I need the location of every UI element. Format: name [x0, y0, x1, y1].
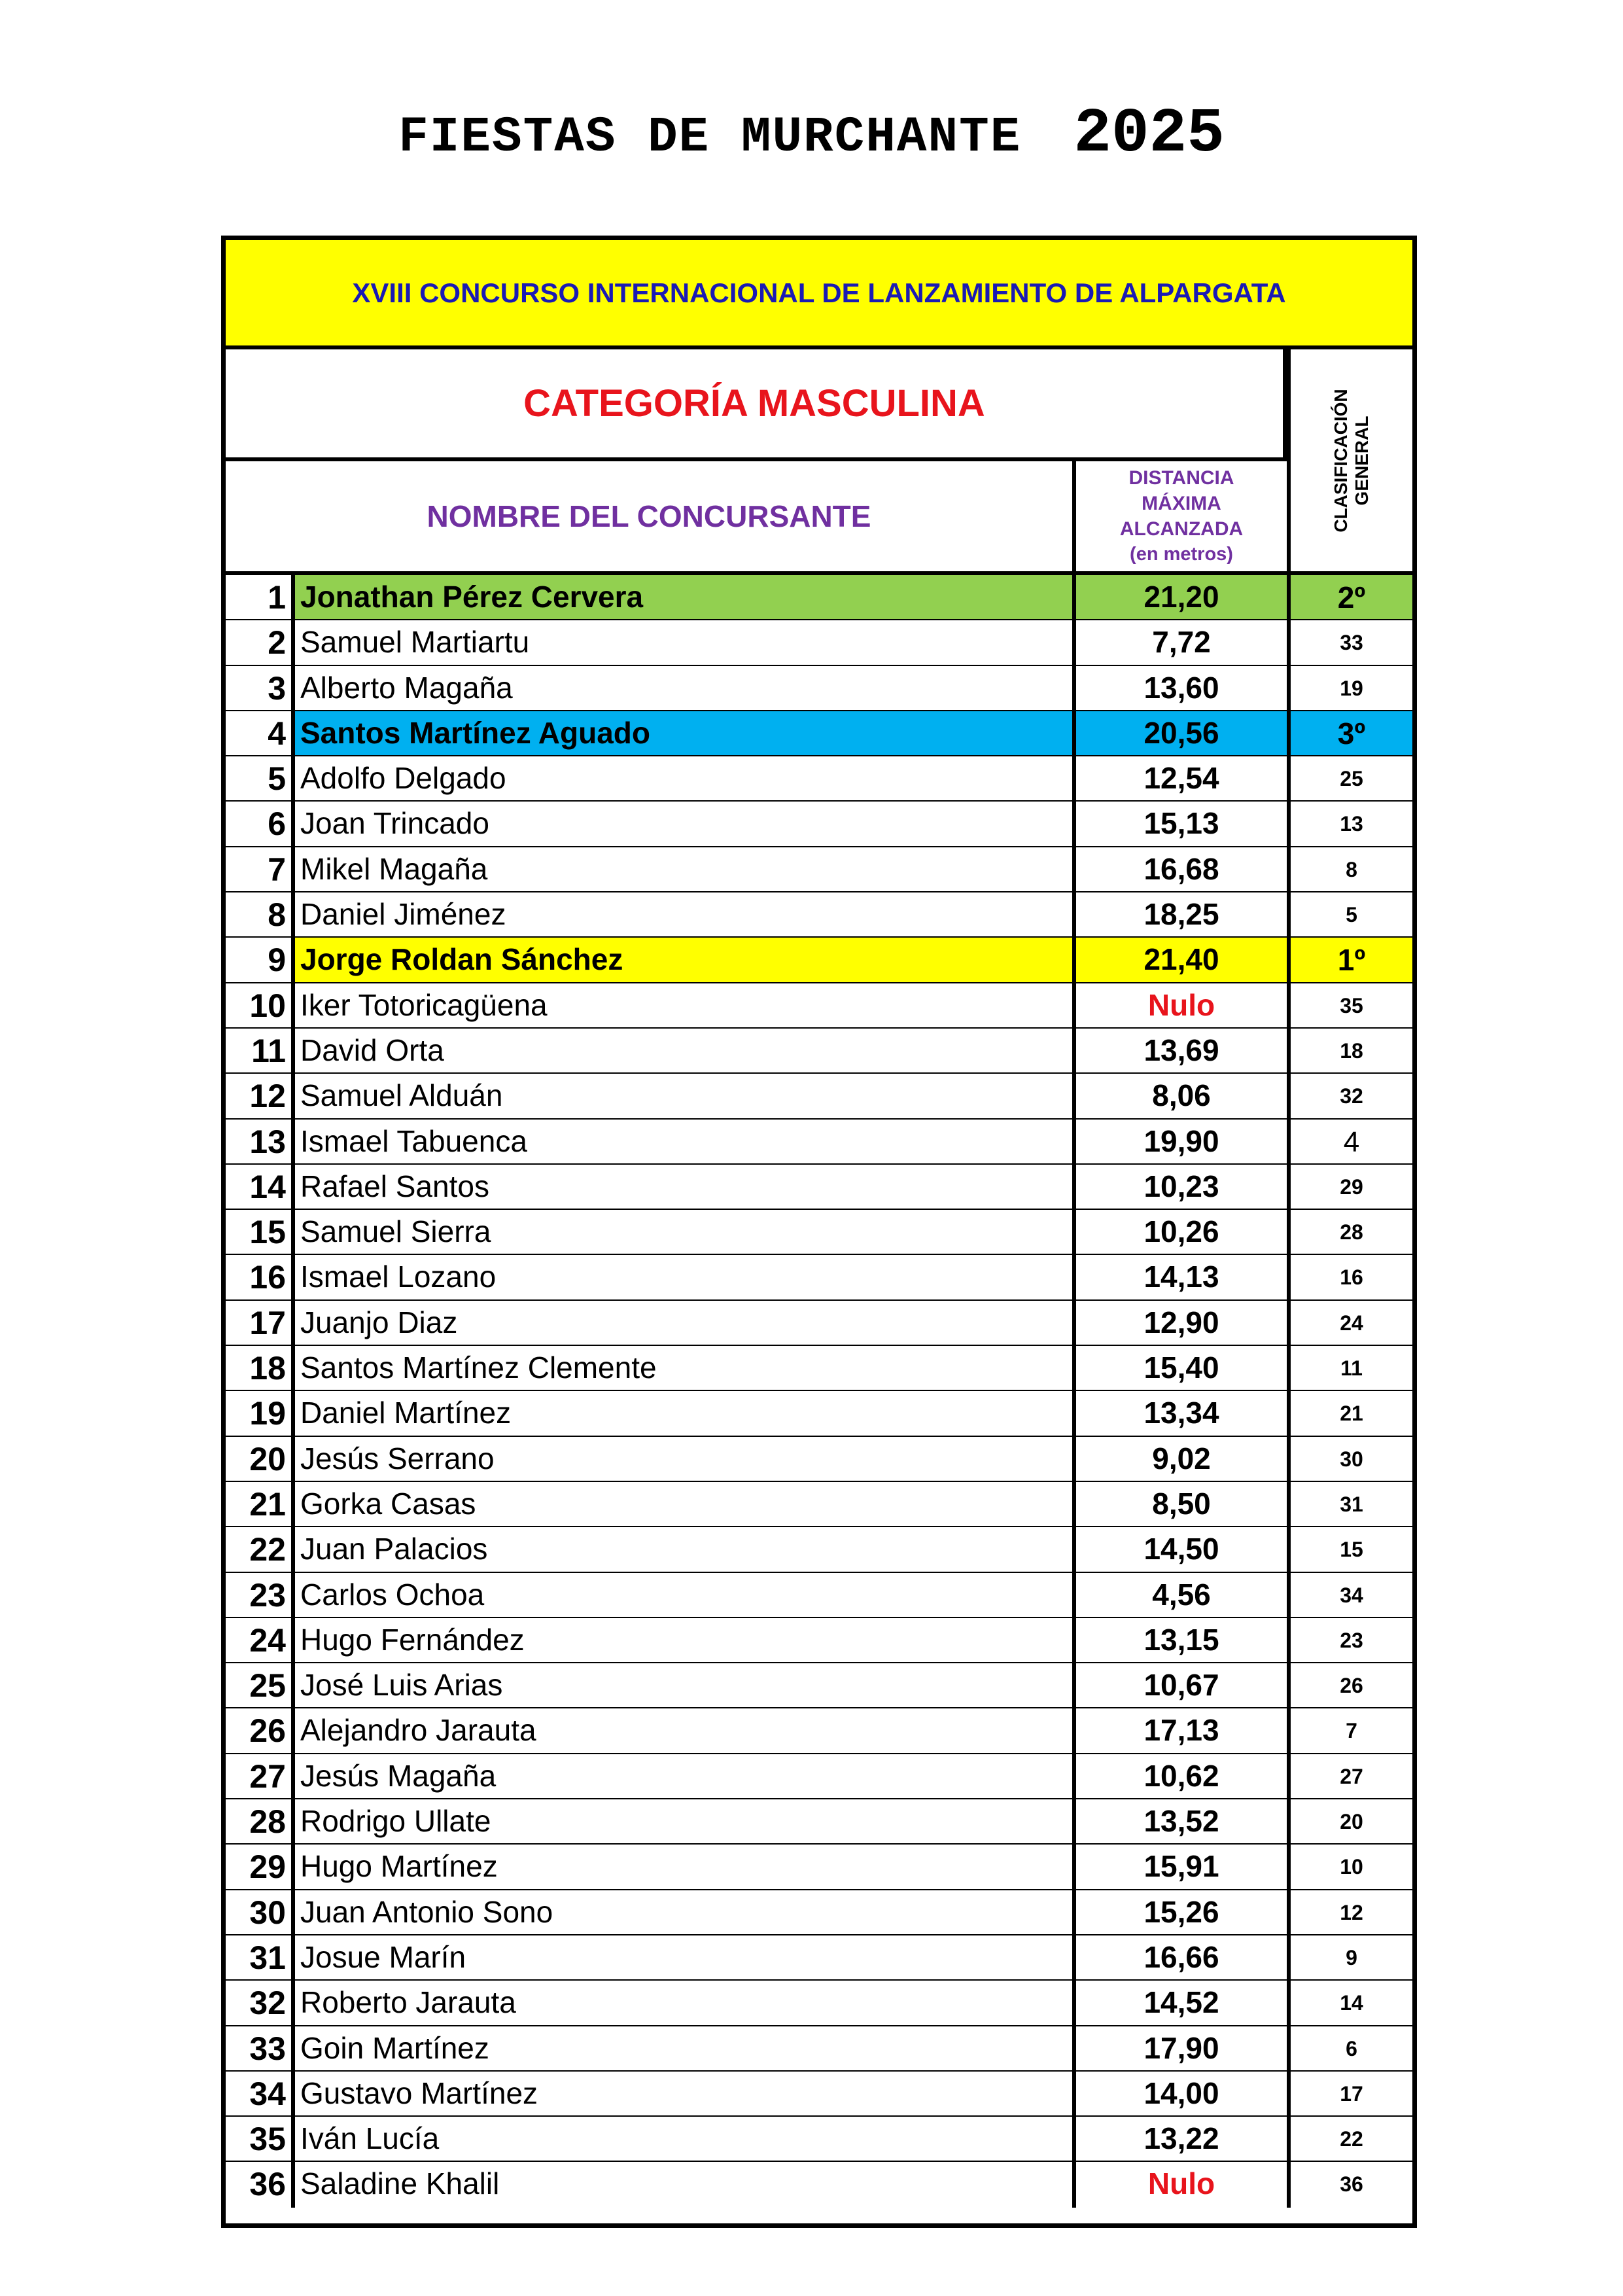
table-row	[226, 1573, 1412, 1618]
table-row	[226, 711, 1412, 756]
table-row	[226, 1708, 1412, 1754]
max-distance: 17,13	[1072, 1708, 1287, 1752]
table-row	[226, 620, 1412, 665]
general-rank: 1º	[1287, 938, 1412, 981]
general-rank: 19	[1287, 666, 1412, 710]
max-distance: 15,40	[1072, 1346, 1287, 1390]
max-distance: 9,02	[1072, 1437, 1287, 1481]
general-rank: 32	[1287, 1074, 1412, 1118]
contestant-name: Daniel Jiménez	[300, 897, 506, 932]
page-title-text: FIESTAS DE MURCHANTE	[398, 109, 1022, 166]
row-number: 28	[226, 1799, 295, 1843]
row-number: 34	[226, 2072, 295, 2115]
general-rank: 4	[1287, 1120, 1412, 1163]
table-row	[226, 802, 1412, 847]
table-row	[226, 1074, 1412, 1119]
row-number: 17	[226, 1301, 295, 1345]
contestant-name: Jesús Serrano	[300, 1441, 495, 1475]
general-rank: 34	[1287, 1573, 1412, 1617]
results-table	[221, 236, 1417, 2228]
table-row	[226, 1346, 1412, 1391]
table-row	[226, 2026, 1412, 2072]
general-rank: 28	[1287, 1210, 1412, 1254]
general-rank: 25	[1287, 756, 1412, 800]
table-row	[226, 756, 1412, 802]
max-distance: 10,62	[1072, 1754, 1287, 1798]
contestant-name: Juan Antonio Sono	[300, 1894, 553, 1929]
row-number: 8	[226, 892, 295, 936]
max-distance: 13,15	[1072, 1618, 1287, 1662]
max-distance: 13,34	[1072, 1391, 1287, 1435]
general-rank: 9	[1287, 1935, 1412, 1979]
general-rank: 29	[1287, 1165, 1412, 1209]
general-rank: 23	[1287, 1618, 1412, 1662]
contestant-name: Carlos Ochoa	[300, 1577, 485, 1612]
general-rank: 24	[1287, 1301, 1412, 1345]
max-distance: 13,22	[1072, 2117, 1287, 2161]
distance-header-line-2: MÁXIMA	[1142, 493, 1221, 514]
table-row	[226, 1391, 1412, 1436]
row-number: 22	[226, 1527, 295, 1571]
max-distance: 15,91	[1072, 1845, 1287, 1888]
max-distance: 16,66	[1072, 1935, 1287, 1979]
row-number: 16	[226, 1255, 295, 1299]
distance-header-line-4: (en metros)	[1130, 544, 1233, 565]
row-number: 10	[226, 983, 295, 1027]
contestant-name: José Luis Arias	[300, 1668, 503, 1703]
contestant-name: David Orta	[300, 1033, 444, 1067]
table-row	[226, 1981, 1412, 2026]
max-distance: Nulo	[1072, 983, 1287, 1027]
max-distance: 10,23	[1072, 1165, 1287, 1209]
table-row	[226, 938, 1412, 983]
max-distance: 14,52	[1072, 1981, 1287, 2024]
row-number: 25	[226, 1663, 295, 1707]
general-rank: 27	[1287, 1754, 1412, 1798]
page-title	[0, 98, 1623, 169]
rank-header-line-1: CLASIFICACIÓN	[1331, 388, 1351, 533]
row-number: 33	[226, 2026, 295, 2070]
general-rank: 10	[1287, 1845, 1412, 1888]
rank-header-line-2: GENERAL	[1352, 415, 1372, 505]
general-rank: 15	[1287, 1527, 1412, 1571]
general-rank: 14	[1287, 1981, 1412, 2024]
max-distance: 19,90	[1072, 1120, 1287, 1163]
contestant-name: Samuel Sierra	[300, 1214, 491, 1249]
row-number: 6	[226, 802, 295, 845]
general-rank: 3º	[1287, 711, 1412, 755]
general-rank: 33	[1287, 620, 1412, 664]
row-number: 27	[226, 1754, 295, 1798]
general-rank: 2º	[1287, 575, 1412, 619]
table-row	[226, 1301, 1412, 1346]
row-number: 32	[226, 1981, 295, 2024]
max-distance: 4,56	[1072, 1573, 1287, 1617]
table-body	[226, 575, 1412, 2208]
max-distance: 10,67	[1072, 1663, 1287, 1707]
row-number: 19	[226, 1391, 295, 1435]
max-distance: 12,90	[1072, 1301, 1287, 1345]
max-distance: 14,50	[1072, 1527, 1287, 1571]
max-distance: 15,13	[1072, 802, 1287, 845]
table-row	[226, 1754, 1412, 1799]
contestant-name: Joan Trincado	[300, 806, 489, 841]
contestant-name: Iván Lucía	[300, 2121, 440, 2156]
max-distance: 20,56	[1072, 711, 1287, 755]
max-distance: 10,26	[1072, 1210, 1287, 1254]
general-rank: 35	[1287, 983, 1412, 1027]
table-row	[226, 2072, 1412, 2117]
contestant-name: Josue Marín	[300, 1939, 466, 1974]
general-rank: 6	[1287, 2026, 1412, 2070]
contestant-name: Saladine Khalil	[300, 2166, 500, 2201]
general-rank: 8	[1287, 847, 1412, 891]
table-row	[226, 1029, 1412, 1074]
contestant-name: Santos Martínez Clemente	[300, 1351, 657, 1385]
table-row	[226, 1120, 1412, 1165]
max-distance: 13,52	[1072, 1799, 1287, 1843]
contestant-name: Gustavo Martínez	[300, 2075, 538, 2110]
table-row	[226, 575, 1412, 620]
table-row	[226, 1255, 1412, 1300]
table-row	[226, 1618, 1412, 1663]
contestant-name: Alejandro Jarauta	[300, 1713, 536, 1748]
table-row	[226, 1210, 1412, 1255]
row-number: 20	[226, 1437, 295, 1481]
general-rank: 31	[1287, 1482, 1412, 1526]
table-row	[226, 1165, 1412, 1210]
contestant-name: Gorka Casas	[300, 1486, 476, 1521]
max-distance: 7,72	[1072, 620, 1287, 664]
contestant-name: Juan Palacios	[300, 1532, 488, 1566]
max-distance: 21,20	[1072, 575, 1287, 619]
contest-banner: XVIII CONCURSO INTERNACIONAL DE LANZAMIENTO DE ALPARGATA	[226, 240, 1412, 349]
page-title-year: 2025	[1073, 98, 1225, 169]
general-rank: 20	[1287, 1799, 1412, 1843]
table-row	[226, 666, 1412, 711]
table-row	[226, 1799, 1412, 1845]
max-distance: 21,40	[1072, 938, 1287, 981]
general-rank: 12	[1287, 1890, 1412, 1934]
contestant-name: Jesús Magaña	[300, 1758, 497, 1793]
contestant-name: Samuel Martiartu	[300, 625, 530, 660]
row-number: 9	[226, 938, 295, 981]
contestant-name: Jonathan Pérez Cervera	[295, 575, 1072, 619]
max-distance: 12,54	[1072, 756, 1287, 800]
row-number: 36	[226, 2162, 295, 2207]
table-row	[226, 1437, 1412, 1482]
contestant-name: Mikel Magaña	[300, 851, 488, 886]
table-row	[226, 983, 1412, 1029]
table-row	[226, 1935, 1412, 1981]
max-distance: 17,90	[1072, 2026, 1287, 2070]
row-number: 26	[226, 1708, 295, 1752]
distance-header-line-1: DISTANCIA	[1128, 467, 1234, 489]
table-row	[226, 1482, 1412, 1527]
table-row	[226, 847, 1412, 892]
table-row	[226, 1527, 1412, 1572]
contestant-name: Adolfo Delgado	[300, 761, 506, 796]
max-distance: 14,00	[1072, 2072, 1287, 2115]
row-number: 5	[226, 756, 295, 800]
max-distance: 16,68	[1072, 847, 1287, 891]
row-number: 30	[226, 1890, 295, 1934]
general-rank: 16	[1287, 1255, 1412, 1299]
table-row	[226, 1663, 1412, 1708]
general-rank: 30	[1287, 1437, 1412, 1481]
contestant-name: Jorge Roldan Sánchez	[295, 938, 1072, 981]
contestant-name: Daniel Martínez	[300, 1396, 512, 1430]
row-number: 24	[226, 1618, 295, 1662]
max-distance: 15,26	[1072, 1890, 1287, 1934]
general-rank: 26	[1287, 1663, 1412, 1707]
row-number: 23	[226, 1573, 295, 1617]
max-distance: 13,69	[1072, 1029, 1287, 1072]
row-number: 14	[226, 1165, 295, 1209]
table-row	[226, 892, 1412, 938]
rank-column-header-text	[1331, 353, 1372, 569]
contestant-name: Rafael Santos	[300, 1169, 489, 1203]
distance-column-header	[1072, 461, 1287, 575]
contestant-name: Hugo Fernández	[300, 1622, 525, 1657]
row-number: 1	[226, 575, 295, 619]
contestant-name: Iker Totoricagüena	[300, 987, 548, 1022]
contestant-name: Hugo Martínez	[300, 1849, 498, 1884]
max-distance: 8,06	[1072, 1074, 1287, 1118]
general-rank: 7	[1287, 1708, 1412, 1752]
row-number: 11	[226, 1029, 295, 1072]
name-column-header: NOMBRE DEL CONCURSANTE	[226, 461, 1072, 575]
row-number: 35	[226, 2117, 295, 2161]
general-rank: 21	[1287, 1391, 1412, 1435]
row-number: 13	[226, 1120, 295, 1163]
row-number: 2	[226, 620, 295, 664]
contestant-name: Alberto Magaña	[300, 670, 513, 705]
row-number: 7	[226, 847, 295, 891]
general-rank: 11	[1287, 1346, 1412, 1390]
rank-column-header	[1291, 349, 1412, 575]
distance-header-line-3: ALCANZADA	[1119, 518, 1244, 540]
contestant-name: Juanjo Diaz	[300, 1305, 458, 1339]
row-number: 18	[226, 1346, 295, 1390]
general-rank: 22	[1287, 2117, 1412, 2161]
contestant-name: Goin Martínez	[300, 2030, 489, 2065]
row-number: 29	[226, 1845, 295, 1888]
table-row	[226, 2162, 1412, 2207]
max-distance: Nulo	[1072, 2162, 1287, 2207]
max-distance: 14,13	[1072, 1255, 1287, 1299]
contestant-name: Ismael Tabuenca	[300, 1123, 527, 1158]
general-rank: 36	[1287, 2162, 1412, 2207]
general-rank: 5	[1287, 892, 1412, 936]
row-number: 21	[226, 1482, 295, 1526]
contestant-name: Ismael Lozano	[300, 1260, 497, 1294]
max-distance: 8,50	[1072, 1482, 1287, 1526]
table-row	[226, 2117, 1412, 2162]
category-heading: CATEGORÍA MASCULINA	[226, 349, 1287, 461]
general-rank: 18	[1287, 1029, 1412, 1072]
row-number: 3	[226, 666, 295, 710]
row-number: 15	[226, 1210, 295, 1254]
row-number: 31	[226, 1935, 295, 1979]
contestant-name: Samuel Alduán	[300, 1078, 503, 1113]
general-rank: 17	[1287, 2072, 1412, 2115]
max-distance: 13,60	[1072, 666, 1287, 710]
contestant-name: Santos Martínez Aguado	[295, 711, 1072, 755]
max-distance: 18,25	[1072, 892, 1287, 936]
table-row	[226, 1890, 1412, 1935]
table-row	[226, 1845, 1412, 1890]
contestant-name: Rodrigo Ullate	[300, 1804, 491, 1839]
row-number: 4	[226, 711, 295, 755]
row-number: 12	[226, 1074, 295, 1118]
contestant-name: Roberto Jarauta	[300, 1985, 516, 2020]
general-rank: 13	[1287, 802, 1412, 845]
